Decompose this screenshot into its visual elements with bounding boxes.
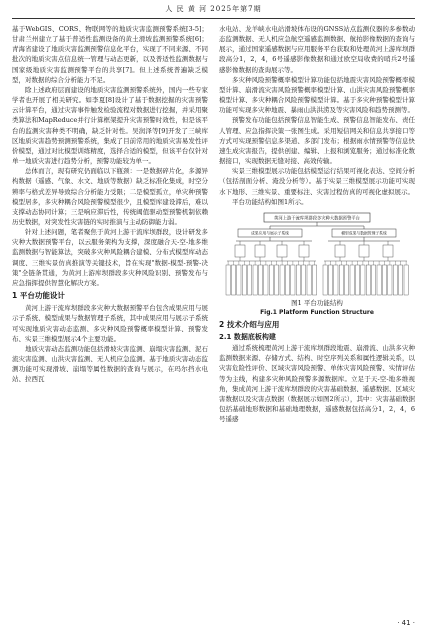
running-header (12, 4, 415, 19)
figure-caption: 图1 平台功能结构 (291, 298, 343, 307)
paragraph: 针对上述问题，笔者聚焦于黄河上游干流库坝群段，设计研发多灾种大数据预警平台，以云服务架构为支撑，深度融合天-空-地多维监测数据与智能算法，突破多灾种风险耦合建模、分布式模型库动态调度、三维实景仿真推演等关键技术，旨在实现"数据-模型-预警-决策"全链条贯通，为黄河上游库坝群段多灾种风险识别、预警发布与应急指挥提供智慧化解决方案。 (12, 228, 208, 287)
figure-caption-english: Fig.1 Platform Function Structure (260, 308, 374, 316)
subsystem-label: 成果应用与展示子系统 (251, 230, 289, 236)
subsection-heading: 2.1 数据底板构建 (219, 332, 276, 341)
paragraph: 实景三维模型展示功能包括模型运行结果可视化表达、空间分析（包括剖面分析、淹没分析等）。基于实景三维模型展示功能可实现水下地形、三维实景、重要标注、灾害过程仿真的可视化虚拟展示。 (219, 167, 415, 196)
running-title: 人 民 黄 河 2025年第7期 (165, 5, 262, 13)
platform-structure-diagram (224, 211, 410, 299)
paragraph: 总体而言，现有研究仍面临以下瓶颈：一是数据碎片化，多源异构数据（遥感、气象、水文、地质等数据）缺乏标准化集成，时空分辨率与格式差异导致综合分析能力受限；二是模型孤立，单灾种预警模型居多，多灾种耦合风险预警模型很少，且模型库建设滞后，难以支撑动态协同计算；三是响应滞后性，传统阈值驱动型预警机制依赖历史数据，对突发性灾害链的实时推演与主动防御能力弱。 (12, 167, 208, 226)
section-heading: 2 技术介绍与应用 (219, 319, 280, 329)
paragraph: 平台功能结构如图1所示。 (232, 197, 308, 206)
paragraph: 水电站、龙羊峡水电站滑坡体布设的GNSS站点监测仪器的多参数动态监测数据、无人机应急航空遥感监测数据、航拍影像数据的查询与展示，通过国家遥感数据与应用服务平台获取和处理黄河上游库坝群段高分1，2，4，6号遥感影像数据和通过欧空局收费的哨兵2号遥感影像数据的查询展示等。 (219, 25, 415, 74)
paragraph: 地质灾害动态监测功能包括滑坡灾害监测、崩塌灾害监测、泥石流灾害监测、山洪灾害监测、无人机应急监测。基于地质灾害动态监测功能可实现滑坡、崩塌等属性数据的查询与展示，在玛尔挡水电站、拉西瓦 (12, 344, 208, 384)
page-number: · 41 · (397, 619, 415, 627)
paragraph: 黄河上游干流库坝群段多灾种大数据预警平台包含成果应用与展示子系统、模型成果与数据管理子系统，其中成果应用与展示子系统可实现地质灾害动态监测、多灾种风险预警概率模型计算、预警发布、实景三维模型展示4个主要功能。 (12, 304, 208, 343)
subsystem-label: 模型成果与数据管理子系统 (341, 230, 387, 236)
left-column (12, 24, 208, 384)
section-heading: 1 平台功能设计 (12, 291, 65, 301)
root-label: 黄河上游干流库坝群段多灾种大数据预警平台 (274, 216, 360, 222)
figure-1 (219, 211, 415, 317)
paragraph: 基于WebGIS、CORS、物联网等的地质灾害监测预警系统[3-5]；甘肃兰州建立了基于普适性监测设备的黄土滑坡监测预警系统[6]；青海省建设了地质灾害监测预警信息化平台，实现了不同来源、不同批次的地质灾害点信息统一管理与动态更新，以及普适性监测数据与国家级地质灾害监测预警平台的共享[7]。但上述系统普遍缺乏模型，对数据的综合分析能力不足。 (12, 25, 208, 84)
paragraph: 预警发布功能包括预警信息智能生成、预警信息智能发布、责任人管理、应急指挥决策一张图生成。采用短信网关和信息共享接口等方式可实现预警信息多渠道、多部门发布；根据雨水情预警等信息快速生成灾害报告，提供创建、编辑、上报和浏览服务；通过标准化数据接口，实现数据无缝对接、高效传输。 (219, 116, 415, 166)
right-column (219, 24, 415, 424)
paragraph: 除上述政府层面建设的地质灾害监测预警系统外，国内一些专家学者也开展了相关研究。如李夏[8]设计了基于数据挖掘的灾害预警云计算平台，通过灾害事件触发检验流程对数据进行挖掘，并采用聚类算法和MapReduce并行计算框架提升灾害预警时效性，但是该平台的监测灾害种类不明确，缺乏针对性。吴润泽等[9]开发了三峡库区地质灾害趋势预测预警系统，集成了目前常用的地质灾害易发性评价模型，通过对比模型训练精度，选择合适的模型，但该平台仅针对单一地质灾害进行趋势分析，预警功能较为单一。 (12, 85, 208, 166)
paragraph: 通过系统梳理黄河上游干流库坝群段地震、崩滑流、山洪多灾种监测数据来源、存储方式、结构、时空序列关系和属性逻辑关系，以灾害危险性评价、区域灾害风险预警、单体灾害风险预警、实情评估等为主线，构建多灾种风险预警多源数据库。立足于天-空-地多维视角，集成黄河上游干流库坝群段的灾害基础数据、遥感数据、区域灾害数据以及灾害点数据（数据展示如图2所示），其中：灾害基础数据包括基础地形数据和基础地理数据，遥感数据包括高分1，2，4，6号遥感 (219, 344, 415, 424)
paragraph: 多灾种风险预警概率模型计算功能包括地震灾害风险预警概率模型计算、崩滑流灾害风险预警概率模型计算、山洪灾害风险预警概率模型计算、多灾种耦合风险预警模型计算。基于多灾种预警模型计算功能可实现多灾种地震、暴雨山洪洪涝及等灾害风险和趋势预测等。 (219, 75, 415, 115)
